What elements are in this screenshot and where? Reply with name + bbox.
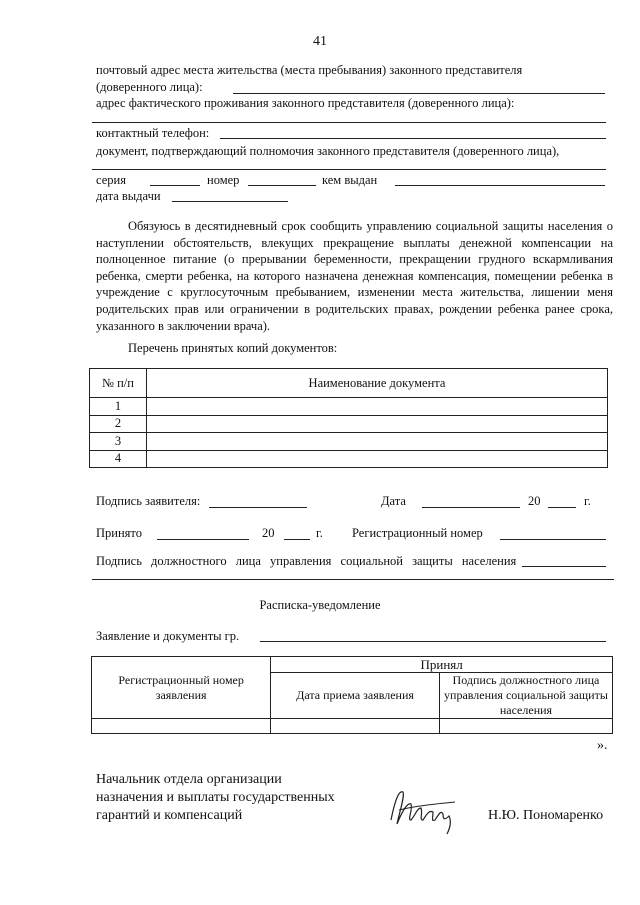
position-line-3: гарантий и компенсаций bbox=[96, 808, 243, 823]
receipt-name-field[interactable] bbox=[260, 641, 606, 642]
actual-address-field[interactable] bbox=[92, 122, 606, 123]
year-field[interactable] bbox=[548, 507, 576, 508]
document-name-cell[interactable] bbox=[147, 433, 608, 451]
position-line-2: назначения и выплаты государственных bbox=[96, 790, 335, 805]
table-row bbox=[90, 398, 608, 416]
document-name-cell[interactable] bbox=[147, 450, 608, 468]
official-sign-label: Подпись должностного лица управления социальной защиты населения bbox=[96, 554, 517, 568]
receipt-date-header: Дата приема заявления bbox=[271, 673, 440, 719]
reg-number-label: Регистрационный номер bbox=[352, 526, 483, 540]
number-field[interactable] bbox=[248, 185, 316, 186]
docs-list-title: Перечень принятых копий документов: bbox=[128, 341, 338, 355]
table-header-row bbox=[90, 369, 608, 398]
official-sign-header: Подпись должностного лица управления социальной защиты населения bbox=[439, 673, 612, 719]
issued-by-label: кем выдан bbox=[322, 173, 378, 187]
accepted-year-field[interactable] bbox=[284, 539, 310, 540]
applicant-sign-field[interactable] bbox=[209, 507, 307, 508]
obligation-paragraph: Обязуюсь в десятидневный срок сообщить управлению социальной защиты населения о наступлении обстоятельств, влекущих прекращение выплаты денежной компенсации на полноценное питание (о прерывании беременности, прекращении грудного вскармливания ребенка, смерти ребенка, на которого назначена денежная компенсация, помещении ребенка в учреждение с круглосуточным пребыванием, изменении места жительства, лишении меня родительских прав или ограничении в родительских правах, рождении ребенка ранее срока, указанного в заключении врача). bbox=[96, 219, 613, 333]
receipt-closing: ». bbox=[597, 738, 608, 753]
row-number: 4 bbox=[90, 450, 147, 468]
year-prefix: 20 bbox=[528, 494, 541, 508]
official-sign-field[interactable] bbox=[522, 566, 606, 567]
handwritten-signature-icon bbox=[385, 780, 465, 840]
reg-number-cell[interactable] bbox=[92, 719, 271, 734]
phone-field[interactable] bbox=[220, 138, 606, 139]
date-label: Дата bbox=[381, 494, 406, 508]
official-sign-field-2[interactable] bbox=[92, 579, 614, 580]
postal-address-field[interactable] bbox=[233, 93, 605, 94]
table-row bbox=[92, 719, 613, 734]
row-number: 1 bbox=[90, 398, 147, 416]
phone-label: контактный телефон: bbox=[96, 126, 210, 140]
receipt-statement-label: Заявление и документы гр. bbox=[96, 629, 240, 643]
issue-date-label: дата выдачи bbox=[96, 189, 161, 203]
signatory-position bbox=[96, 771, 335, 825]
date-field[interactable] bbox=[422, 507, 520, 508]
accepted-year-suffix: г. bbox=[316, 526, 323, 540]
row-number: 2 bbox=[90, 415, 147, 433]
postal-address-label: почтовый адрес места жительства (места пребывания) законного представителя bbox=[96, 63, 523, 77]
receipt-title: Расписка-уведомление bbox=[259, 598, 381, 612]
authority-doc-label: документ, подтверждающий полномочия законного представителя (доверенного лица), bbox=[96, 144, 560, 158]
accepted-date-field[interactable] bbox=[157, 539, 249, 540]
issued-by-field[interactable] bbox=[395, 185, 605, 186]
year-suffix: г. bbox=[584, 494, 591, 508]
row-number: 3 bbox=[90, 433, 147, 451]
page-number: 41 bbox=[313, 34, 327, 49]
documents-table bbox=[89, 368, 608, 468]
table-row bbox=[90, 433, 608, 451]
applicant-sign-label: Подпись заявителя: bbox=[96, 494, 201, 508]
issue-date-field[interactable] bbox=[172, 201, 288, 202]
authority-doc-field[interactable] bbox=[92, 169, 606, 170]
table-row bbox=[90, 415, 608, 433]
document-name-cell[interactable] bbox=[147, 398, 608, 416]
accepted-label: Принято bbox=[96, 526, 142, 540]
accepted-year-prefix: 20 bbox=[262, 526, 275, 540]
series-field[interactable] bbox=[150, 185, 200, 186]
reg-number-field[interactable] bbox=[500, 539, 606, 540]
postal-address-label-2: (доверенного лица): bbox=[96, 80, 203, 94]
position-line-1: Начальник отдела организации bbox=[96, 772, 282, 787]
reg-number-header: Регистрационный номер заявления bbox=[92, 657, 271, 719]
number-label: номер bbox=[207, 173, 240, 187]
document-name-cell[interactable] bbox=[147, 415, 608, 433]
table-row bbox=[90, 450, 608, 468]
actual-address-label: адрес фактического проживания законного представителя (доверенного лица): bbox=[96, 96, 515, 110]
official-sign-cell[interactable] bbox=[439, 719, 612, 734]
accepted-by-header: Принял bbox=[271, 657, 613, 673]
receipt-date-cell[interactable] bbox=[271, 719, 440, 734]
receipt-table bbox=[91, 656, 613, 734]
series-label: серия bbox=[96, 173, 126, 187]
table-header-row bbox=[92, 657, 613, 673]
col-name-header: Наименование документа bbox=[147, 369, 608, 398]
col-num-header: № п/п bbox=[90, 369, 147, 398]
signatory-name: Н.Ю. Пономаренко bbox=[488, 808, 604, 823]
